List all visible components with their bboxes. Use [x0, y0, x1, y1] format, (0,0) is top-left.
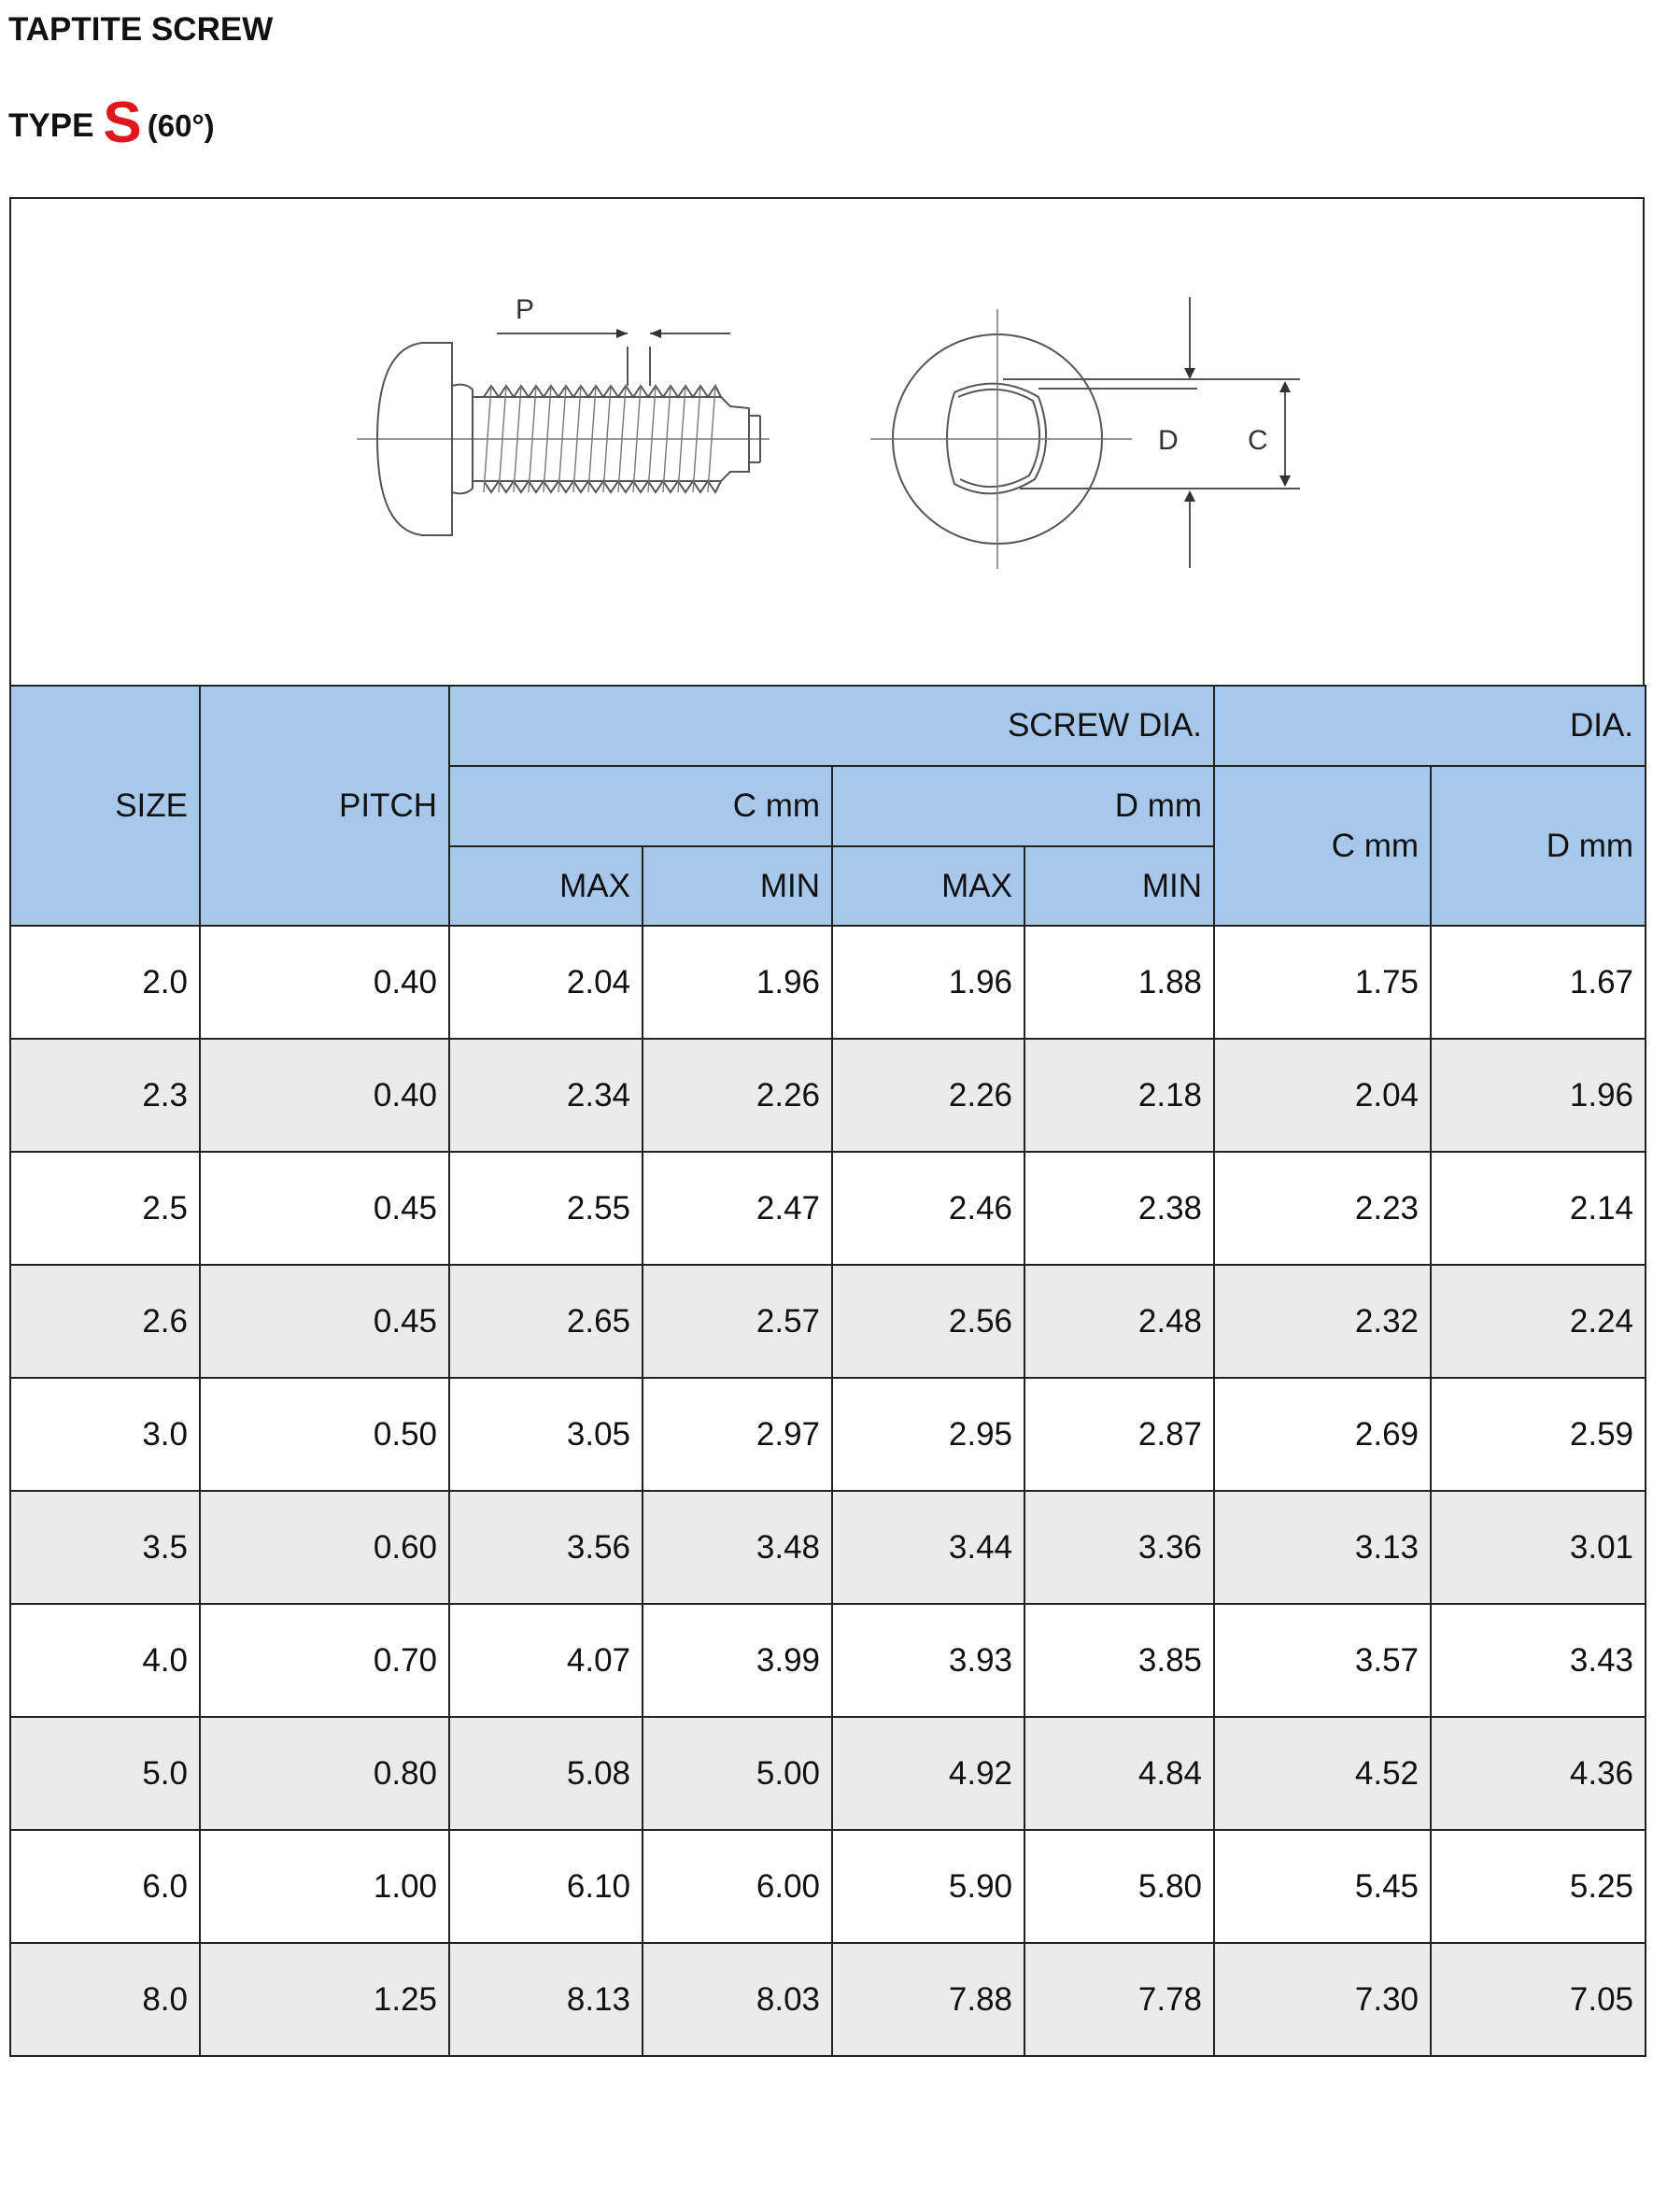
dia-c-cell: 1.75 — [1214, 926, 1431, 1039]
size-cell: 2.6 — [10, 1265, 200, 1378]
dia-c-cell: 3.57 — [1214, 1604, 1431, 1717]
d-min-cell: 5.80 — [1024, 1830, 1214, 1943]
dia-c-cell: 7.30 — [1214, 1943, 1431, 2056]
pitch-arrow-right — [650, 329, 661, 338]
c-max-header: MAX — [449, 846, 643, 926]
size-cell: 3.0 — [10, 1378, 200, 1491]
table-row — [10, 1152, 1646, 1265]
c-max-cell: 2.65 — [449, 1265, 643, 1378]
c-max-cell: 2.04 — [449, 926, 643, 1039]
dia-c-cell: 2.23 — [1214, 1152, 1431, 1265]
document-title: TAPTITE SCREW — [8, 11, 274, 48]
dia-d-cell: 1.67 — [1431, 926, 1646, 1039]
dia-d-mm-header: D mm — [1431, 766, 1646, 926]
dia-d-cell: 5.25 — [1431, 1830, 1646, 1943]
diagram-panel — [9, 197, 1645, 685]
type-letter: S — [103, 91, 142, 155]
pitch-cell: 1.00 — [200, 1830, 449, 1943]
table-row — [10, 1717, 1646, 1830]
d-min-cell: 2.48 — [1024, 1265, 1214, 1378]
pitch-cell: 0.45 — [200, 1152, 449, 1265]
d-arrow-top — [1184, 368, 1195, 379]
c-min-cell: 8.03 — [643, 1943, 832, 2056]
d-max-cell: 7.88 — [832, 1943, 1024, 2056]
d-min-cell: 1.88 — [1024, 926, 1214, 1039]
side-view — [357, 333, 770, 535]
c-min-cell: 2.47 — [643, 1152, 832, 1265]
dia-c-cell: 5.45 — [1214, 1830, 1431, 1943]
c-max-cell: 5.08 — [449, 1717, 643, 1830]
c-min-header: MIN — [643, 846, 832, 926]
size-cell: 2.0 — [10, 926, 200, 1039]
dia-d-cell: 3.43 — [1431, 1604, 1646, 1717]
screw-dia-header: SCREW DIA. — [449, 686, 1214, 766]
table-row — [10, 1039, 1646, 1152]
d-max-cell: 3.93 — [832, 1604, 1024, 1717]
dia-d-cell: 2.24 — [1431, 1265, 1646, 1378]
table-row — [10, 926, 1646, 1039]
d-dimension-label: D — [1158, 425, 1179, 456]
dia-c-cell: 2.69 — [1214, 1378, 1431, 1491]
c-min-cell: 5.00 — [643, 1717, 832, 1830]
c-min-cell: 6.00 — [643, 1830, 832, 1943]
dia-d-cell: 7.05 — [1431, 1943, 1646, 2056]
pitch-label: P — [516, 294, 535, 325]
dia-d-cell: 4.36 — [1431, 1717, 1646, 1830]
d-min-cell: 2.38 — [1024, 1152, 1214, 1265]
c-max-cell: 2.34 — [449, 1039, 643, 1152]
pitch-cell: 1.25 — [200, 1943, 449, 2056]
c-max-cell: 3.56 — [449, 1491, 643, 1604]
screw-d-mm-header: D mm — [832, 766, 1214, 846]
c-max-cell: 4.07 — [449, 1604, 643, 1717]
table-row — [10, 1830, 1646, 1943]
d-min-cell: 7.78 — [1024, 1943, 1214, 2056]
dia-c-cell: 2.32 — [1214, 1265, 1431, 1378]
c-min-cell: 2.26 — [643, 1039, 832, 1152]
table-row — [10, 1943, 1646, 2056]
d-max-cell: 4.92 — [832, 1717, 1024, 1830]
table-row — [10, 1604, 1646, 1717]
table-row — [10, 1265, 1646, 1378]
dia-header: DIA. — [1214, 686, 1646, 766]
pitch-cell: 0.40 — [200, 1039, 449, 1152]
col-pitch-header: PITCH — [200, 686, 449, 926]
c-min-cell: 2.57 — [643, 1265, 832, 1378]
d-max-cell: 5.90 — [832, 1830, 1024, 1943]
c-arrow-top — [1279, 381, 1291, 392]
d-min-cell: 2.87 — [1024, 1378, 1214, 1491]
dia-c-cell: 3.13 — [1214, 1491, 1431, 1604]
dia-c-cell: 2.04 — [1214, 1039, 1431, 1152]
size-cell: 2.5 — [10, 1152, 200, 1265]
d-max-cell: 3.44 — [832, 1491, 1024, 1604]
d-max-cell: 2.95 — [832, 1378, 1024, 1491]
pitch-cell: 0.45 — [200, 1265, 449, 1378]
header-row-1 — [10, 686, 1646, 766]
size-cell: 4.0 — [10, 1604, 200, 1717]
size-cell: 6.0 — [10, 1830, 200, 1943]
size-cell: 3.5 — [10, 1491, 200, 1604]
dia-d-cell: 1.96 — [1431, 1039, 1646, 1152]
c-min-cell: 3.48 — [643, 1491, 832, 1604]
thread-angle: (60°) — [147, 108, 215, 143]
d-min-cell: 2.18 — [1024, 1039, 1214, 1152]
size-cell: 8.0 — [10, 1943, 200, 2056]
screw-c-mm-header: C mm — [449, 766, 832, 846]
c-min-cell: 3.99 — [643, 1604, 832, 1717]
col-size-header: SIZE — [10, 686, 200, 926]
c-dimension-label: C — [1248, 425, 1268, 456]
pitch-cell: 0.50 — [200, 1378, 449, 1491]
size-cell: 5.0 — [10, 1717, 200, 1830]
type-prefix: TYPE — [8, 107, 94, 144]
table-row — [10, 1491, 1646, 1604]
d-arrow-bottom — [1184, 490, 1195, 502]
screw-spec-table — [9, 685, 1646, 2057]
pitch-cell: 0.70 — [200, 1604, 449, 1717]
c-max-cell: 6.10 — [449, 1830, 643, 1943]
dia-c-cell: 4.52 — [1214, 1717, 1431, 1830]
dia-d-cell: 2.59 — [1431, 1378, 1646, 1491]
c-max-cell: 8.13 — [449, 1943, 643, 2056]
d-min-header: MIN — [1024, 846, 1214, 926]
d-max-cell: 2.46 — [832, 1152, 1024, 1265]
type-heading — [8, 90, 215, 156]
c-max-cell: 2.55 — [449, 1152, 643, 1265]
pitch-cell: 0.80 — [200, 1717, 449, 1830]
dia-d-cell: 2.14 — [1431, 1152, 1646, 1265]
d-min-cell: 3.36 — [1024, 1491, 1214, 1604]
c-min-cell: 1.96 — [643, 926, 832, 1039]
d-max-cell: 1.96 — [832, 926, 1024, 1039]
table-row — [10, 1378, 1646, 1491]
size-cell: 2.3 — [10, 1039, 200, 1152]
dia-c-mm-header: C mm — [1214, 766, 1431, 926]
c-min-cell: 2.97 — [643, 1378, 832, 1491]
end-view — [870, 297, 1300, 569]
d-min-cell: 3.85 — [1024, 1604, 1214, 1717]
pitch-cell: 0.40 — [200, 926, 449, 1039]
dia-d-cell: 3.01 — [1431, 1491, 1646, 1604]
screw-diagram — [11, 199, 1646, 687]
pitch-arrow-left — [616, 329, 628, 338]
c-max-cell: 3.05 — [449, 1378, 643, 1491]
d-min-cell: 4.84 — [1024, 1717, 1214, 1830]
d-max-cell: 2.56 — [832, 1265, 1024, 1378]
pitch-cell: 0.60 — [200, 1491, 449, 1604]
table-body — [10, 926, 1646, 2056]
d-max-cell: 2.26 — [832, 1039, 1024, 1152]
c-arrow-bottom — [1279, 475, 1291, 487]
d-max-header: MAX — [832, 846, 1024, 926]
